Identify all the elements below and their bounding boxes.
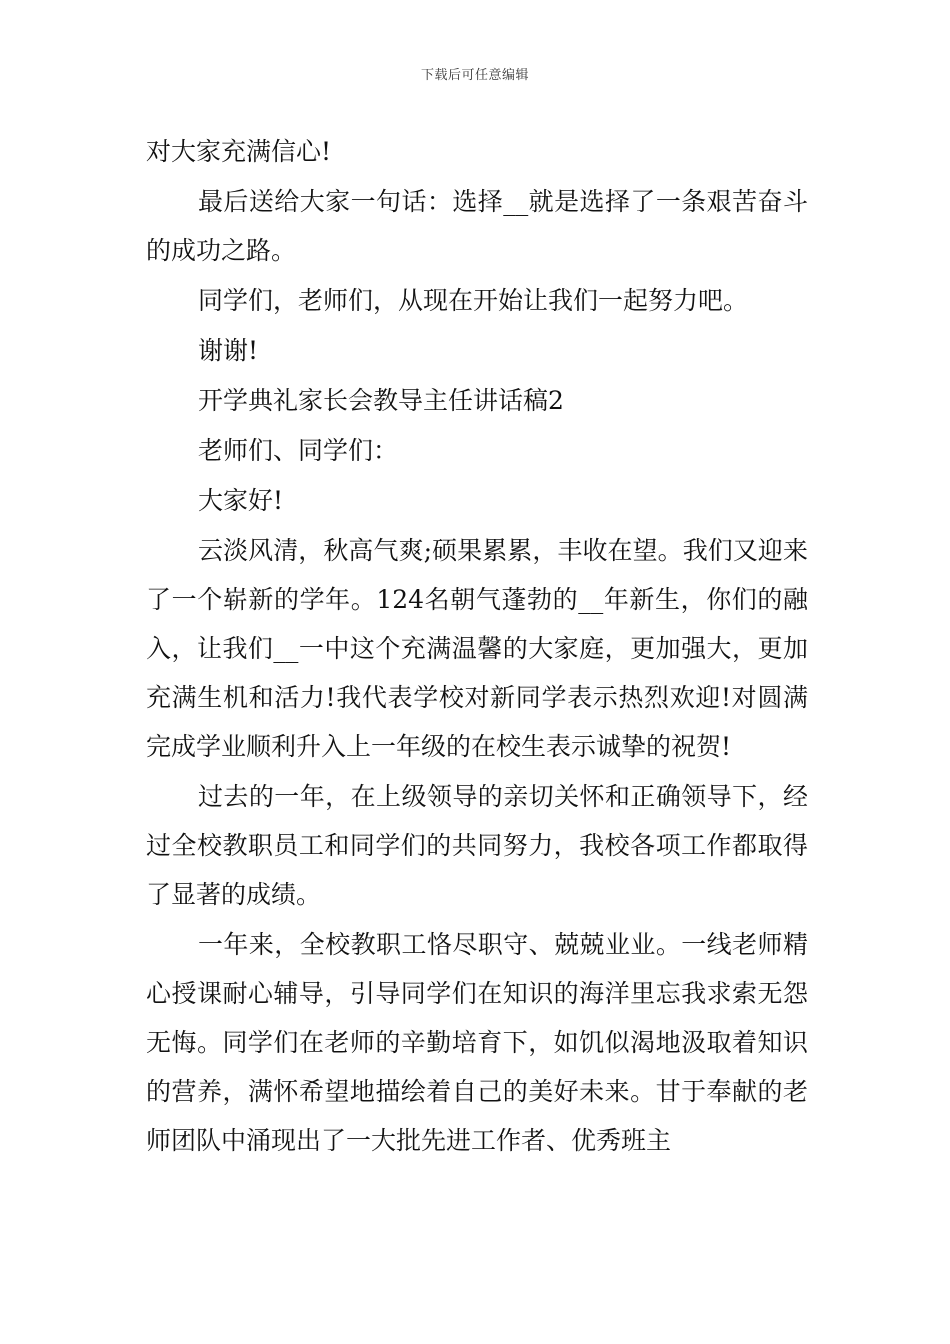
paragraph-call-to-action: 同学们，老师们，从现在开始让我们一起努力吧。 xyxy=(198,286,749,315)
paragraph-continuation: 对大家充满信心! xyxy=(146,137,332,166)
paragraph-achievements: 一年来，全校教职工恪尽职守、兢兢业业。一线老师精心授课耐心辅导，引导同学们在知识的海洋里忘我求索无怨无悔。同学们在老师的辛勤培育下，如饥似渴地汲取着知识的营养，满怀希望地描绘着自己的美好未来。甘于奉献的老师团队中涌现出了一大批先进工作者、优秀班主 xyxy=(146,930,808,1155)
page-header-note: 下载后可任意编辑 xyxy=(420,68,529,83)
paragraph-thanks: 谢谢! xyxy=(198,336,259,365)
document-body xyxy=(146,127,808,1166)
paragraph-welcome: 云淡风清，秋高气爽;硕果累累，丰收在望。我们又迎来了一个崭新的学年。124名朝气蓬勃的__年新生，你们的融入，让我们__一中这个充满温馨的大家庭，更加强大，更加充满生机和活力!我代表学校对新同学表示热烈欢迎!对圆满完成学业顺利升入上一年级的在校生表示诚挚的祝贺! xyxy=(146,536,808,761)
paragraph-review: 过去的一年，在上级领导的亲切关怀和正确领导下，经过全校教职员工和同学们的共同努力，我校各项工作都取得了显著的成绩。 xyxy=(146,782,808,909)
paragraph-salutation: 老师们、同学们： xyxy=(198,436,399,465)
paragraph-closing-remark: 最后送给大家一句话：选择__就是选择了一条艰苦奋斗的成功之路。 xyxy=(146,187,808,265)
section-title: 开学典礼家长会教导主任讲话稿2 xyxy=(198,386,564,415)
paragraph-greeting: 大家好! xyxy=(198,486,284,515)
